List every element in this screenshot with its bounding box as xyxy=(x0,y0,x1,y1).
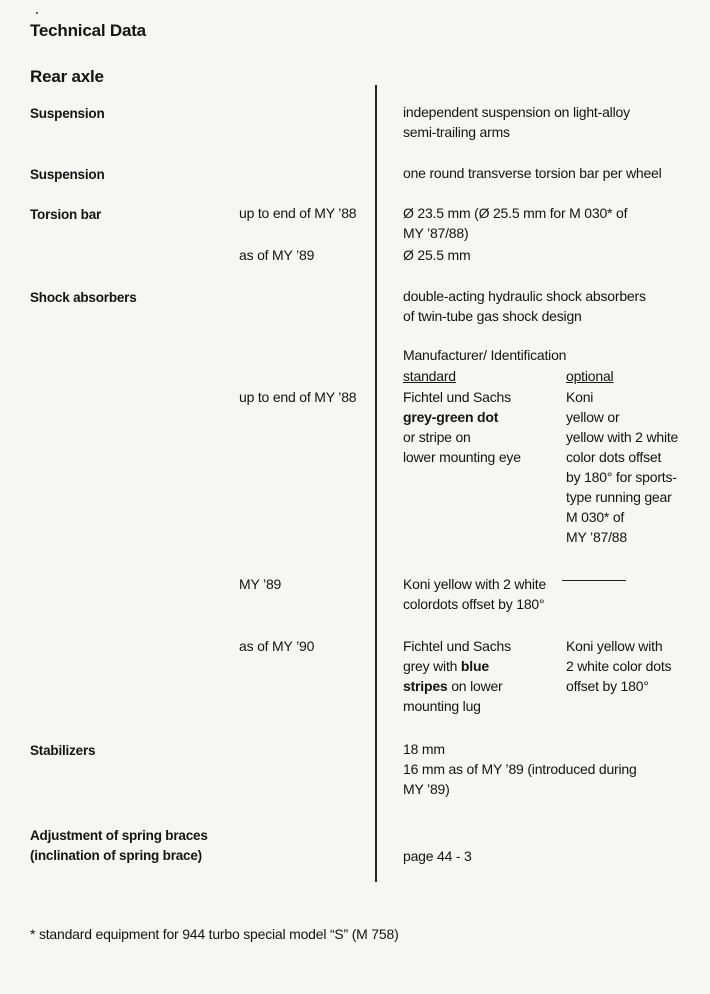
value-line: type running gear xyxy=(566,489,672,505)
value-line: Koni yellow with xyxy=(566,638,663,654)
shock-absorbers-label: Shock absorbers xyxy=(30,290,137,305)
standard-column-heading: standard xyxy=(403,368,456,384)
value-line: lower mounting eye xyxy=(403,449,521,465)
shock-period-3-cond: as of MY ’90 xyxy=(239,638,315,654)
torsion-bar-value-2: Ø 25.5 mm xyxy=(403,247,471,263)
shock-period-3-standard xyxy=(403,636,511,716)
adjustment-value: page 44 - 3 xyxy=(403,848,472,864)
shock-period-1-standard xyxy=(403,387,521,467)
shock-period-1-optional xyxy=(566,387,678,547)
value-line: MY ’87/88 xyxy=(566,529,627,545)
value-line: by 180° for sports- xyxy=(566,469,677,485)
page-title: Technical Data xyxy=(30,21,146,40)
value-line: yellow or xyxy=(566,409,620,425)
label-line: Adjustment of spring braces xyxy=(30,828,208,843)
value-line: Fichtel und Sachs xyxy=(403,638,511,654)
torsion-bar-label: Torsion bar xyxy=(30,207,102,222)
suspension-torsion-label: Suspension xyxy=(30,167,105,182)
value-line: independent suspension on light-alloy xyxy=(403,104,630,120)
stabilizers-label: Stabilizers xyxy=(30,743,96,758)
value-line: color dots offset xyxy=(566,449,662,465)
value-line xyxy=(403,676,511,696)
value-text: grey with xyxy=(403,658,461,674)
value-line: 16 mm as of MY ’89 (introduced during xyxy=(403,761,637,777)
torsion-bar-value-1 xyxy=(403,203,627,243)
value-line: colordots offset by 180° xyxy=(403,596,545,612)
suspension-label: Suspension xyxy=(30,106,105,121)
value-line: or stripe on xyxy=(403,429,471,445)
value-line: yellow with 2 white xyxy=(566,429,679,445)
value-line: Fichtel und Sachs xyxy=(403,389,511,405)
value-line: Ø 23.5 mm (Ø 25.5 mm for M 030* of xyxy=(403,205,628,221)
value-line: double-acting hydraulic shock absorbers xyxy=(403,288,646,304)
value-line: mounting lug xyxy=(403,698,481,714)
column-divider xyxy=(375,85,377,882)
shock-absorbers-value xyxy=(403,286,646,326)
shock-period-2-standard xyxy=(403,574,546,614)
value-line: 2 white color dots xyxy=(566,658,672,674)
value-line: offset by 180° xyxy=(566,678,649,694)
value-line: of twin-tube gas shock design xyxy=(403,308,582,324)
scan-speck xyxy=(36,12,38,14)
value-line: MY ’87/88) xyxy=(403,225,469,241)
value-line: Koni xyxy=(566,389,594,405)
value-text-bold: blue xyxy=(460,658,489,674)
value-line: semi-trailing arms xyxy=(403,124,510,140)
torsion-bar-cond-1: up to end of MY ’88 xyxy=(239,205,357,221)
value-text: on lower xyxy=(447,678,503,694)
label-line: (inclination of spring brace) xyxy=(30,848,202,863)
no-optional-dash xyxy=(562,580,626,581)
suspension-torsion-value: one round transverse torsion bar per wheel xyxy=(403,165,662,181)
value-line: grey-green dot xyxy=(403,409,499,425)
optional-column-heading: optional xyxy=(566,368,614,384)
adjustment-label xyxy=(30,826,208,866)
shock-period-2-cond: MY ’89 xyxy=(239,576,282,592)
footnote: * standard equipment for 944 turbo special model “S” (M 758) xyxy=(30,926,399,942)
manufacturer-heading: Manufacturer/ Identification xyxy=(403,347,567,363)
value-line: Koni yellow with 2 white xyxy=(403,576,547,592)
suspension-value xyxy=(403,102,630,142)
section-title: Rear axle xyxy=(30,67,104,86)
value-line xyxy=(403,656,511,676)
value-line: M 030* of xyxy=(566,509,625,525)
stabilizers-value xyxy=(403,739,637,799)
value-text-bold: stripes xyxy=(403,678,448,694)
value-line: MY ’89) xyxy=(403,781,450,797)
shock-period-1-cond: up to end of MY ’88 xyxy=(239,389,357,405)
torsion-bar-cond-2: as of MY ’89 xyxy=(239,247,315,263)
shock-period-3-optional xyxy=(566,636,671,696)
value-line: 18 mm xyxy=(403,741,445,757)
